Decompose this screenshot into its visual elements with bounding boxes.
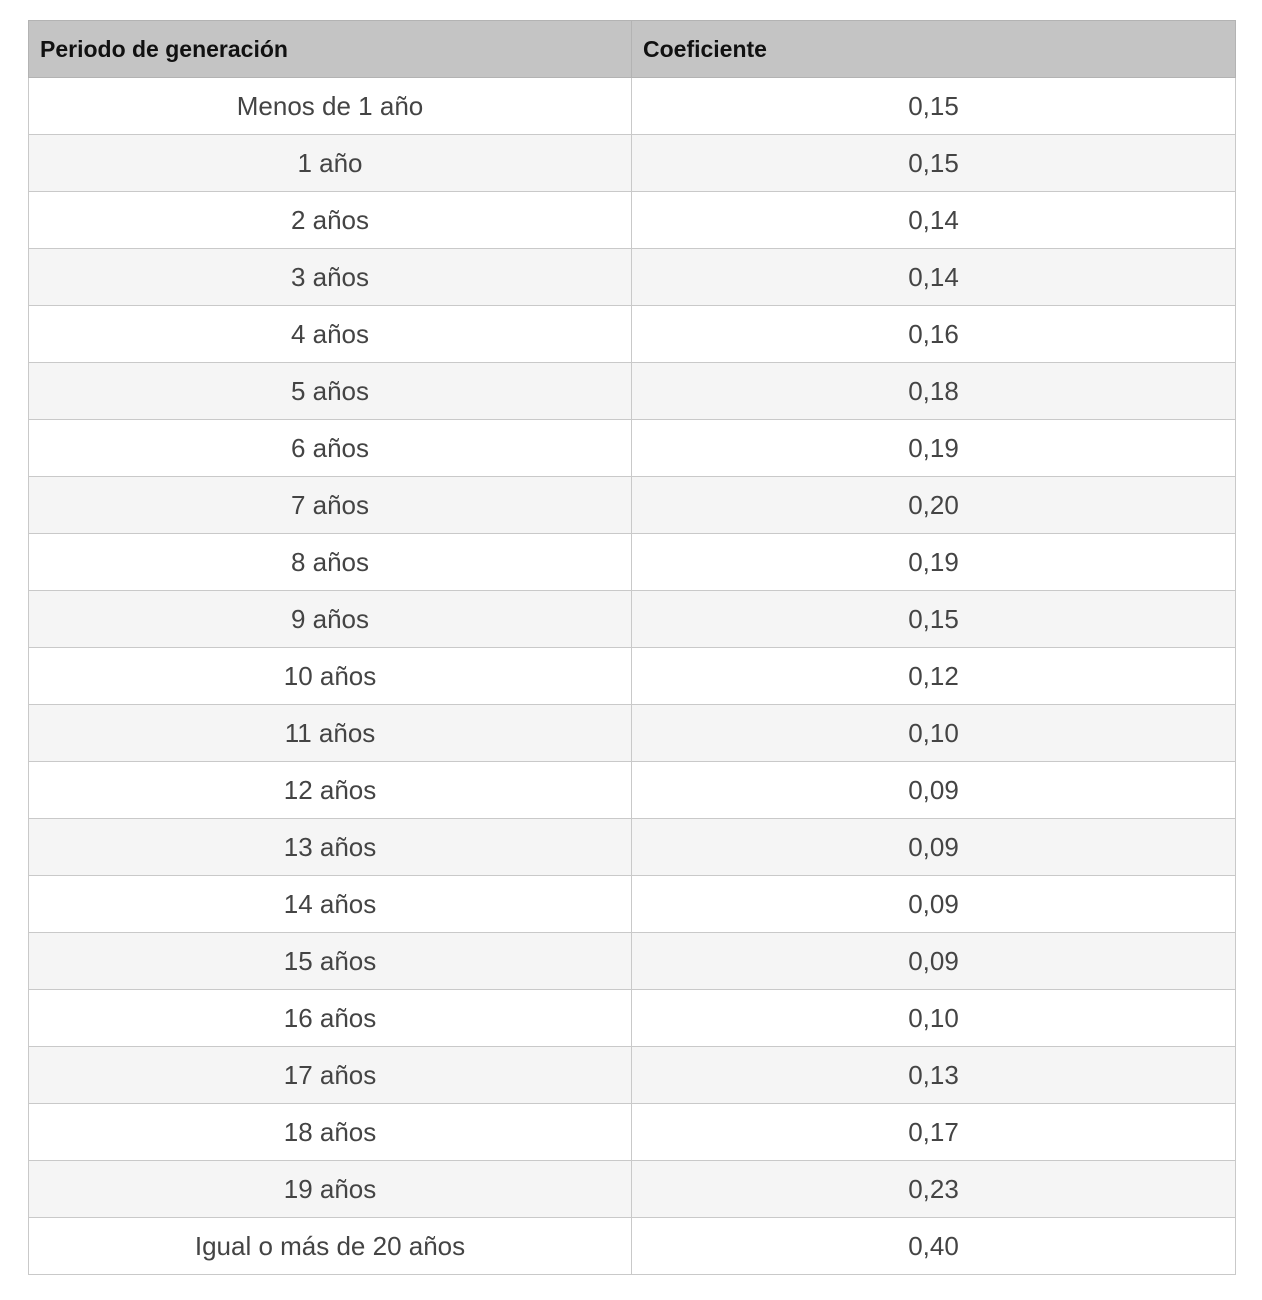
table-row [29, 648, 1236, 705]
table-row [29, 990, 1236, 1047]
cell-coefficient: 0,09 [632, 762, 1236, 819]
table-row [29, 306, 1236, 363]
table-row [29, 420, 1236, 477]
cell-coefficient: 0,09 [632, 819, 1236, 876]
table-row [29, 534, 1236, 591]
cell-period: 13 años [29, 819, 632, 876]
table-row [29, 705, 1236, 762]
coefficient-table-container [28, 20, 1235, 1275]
cell-period: 16 años [29, 990, 632, 1047]
cell-period: 7 años [29, 477, 632, 534]
cell-coefficient: 0,15 [632, 135, 1236, 192]
table-body [29, 78, 1236, 1275]
table-row [29, 477, 1236, 534]
table-row [29, 1047, 1236, 1104]
cell-coefficient: 0,19 [632, 420, 1236, 477]
header-row [29, 21, 1236, 78]
cell-period: 6 años [29, 420, 632, 477]
cell-coefficient: 0,10 [632, 990, 1236, 1047]
table-row [29, 876, 1236, 933]
cell-coefficient: 0,20 [632, 477, 1236, 534]
cell-period: 17 años [29, 1047, 632, 1104]
cell-period: 10 años [29, 648, 632, 705]
header-coefficient: Coeficiente [632, 21, 1236, 78]
table-row [29, 363, 1236, 420]
cell-period: 11 años [29, 705, 632, 762]
table-row [29, 249, 1236, 306]
cell-coefficient: 0,19 [632, 534, 1236, 591]
cell-coefficient: 0,40 [632, 1218, 1236, 1275]
table-row [29, 762, 1236, 819]
cell-coefficient: 0,14 [632, 192, 1236, 249]
cell-period: 15 años [29, 933, 632, 990]
table-row [29, 1104, 1236, 1161]
cell-period: 19 años [29, 1161, 632, 1218]
table-row [29, 78, 1236, 135]
cell-coefficient: 0,18 [632, 363, 1236, 420]
cell-period: 3 años [29, 249, 632, 306]
cell-period: 9 años [29, 591, 632, 648]
cell-coefficient: 0,17 [632, 1104, 1236, 1161]
cell-coefficient: 0,15 [632, 78, 1236, 135]
cell-coefficient: 0,23 [632, 1161, 1236, 1218]
cell-period: 5 años [29, 363, 632, 420]
cell-period: Menos de 1 año [29, 78, 632, 135]
cell-coefficient: 0,09 [632, 933, 1236, 990]
table-row [29, 1161, 1236, 1218]
table-row [29, 192, 1236, 249]
cell-period: 12 años [29, 762, 632, 819]
table-row [29, 591, 1236, 648]
table-header [29, 21, 1236, 78]
table-row [29, 1218, 1236, 1275]
coefficient-table [28, 20, 1236, 1275]
cell-period: Igual o más de 20 años [29, 1218, 632, 1275]
cell-coefficient: 0,14 [632, 249, 1236, 306]
cell-period: 8 años [29, 534, 632, 591]
cell-coefficient: 0,13 [632, 1047, 1236, 1104]
cell-coefficient: 0,10 [632, 705, 1236, 762]
table-row [29, 819, 1236, 876]
cell-period: 18 años [29, 1104, 632, 1161]
cell-period: 1 año [29, 135, 632, 192]
cell-period: 4 años [29, 306, 632, 363]
header-period: Periodo de generación [29, 21, 632, 78]
cell-period: 2 años [29, 192, 632, 249]
cell-coefficient: 0,15 [632, 591, 1236, 648]
table-row [29, 933, 1236, 990]
cell-coefficient: 0,12 [632, 648, 1236, 705]
cell-period: 14 años [29, 876, 632, 933]
table-row [29, 135, 1236, 192]
cell-coefficient: 0,16 [632, 306, 1236, 363]
cell-coefficient: 0,09 [632, 876, 1236, 933]
